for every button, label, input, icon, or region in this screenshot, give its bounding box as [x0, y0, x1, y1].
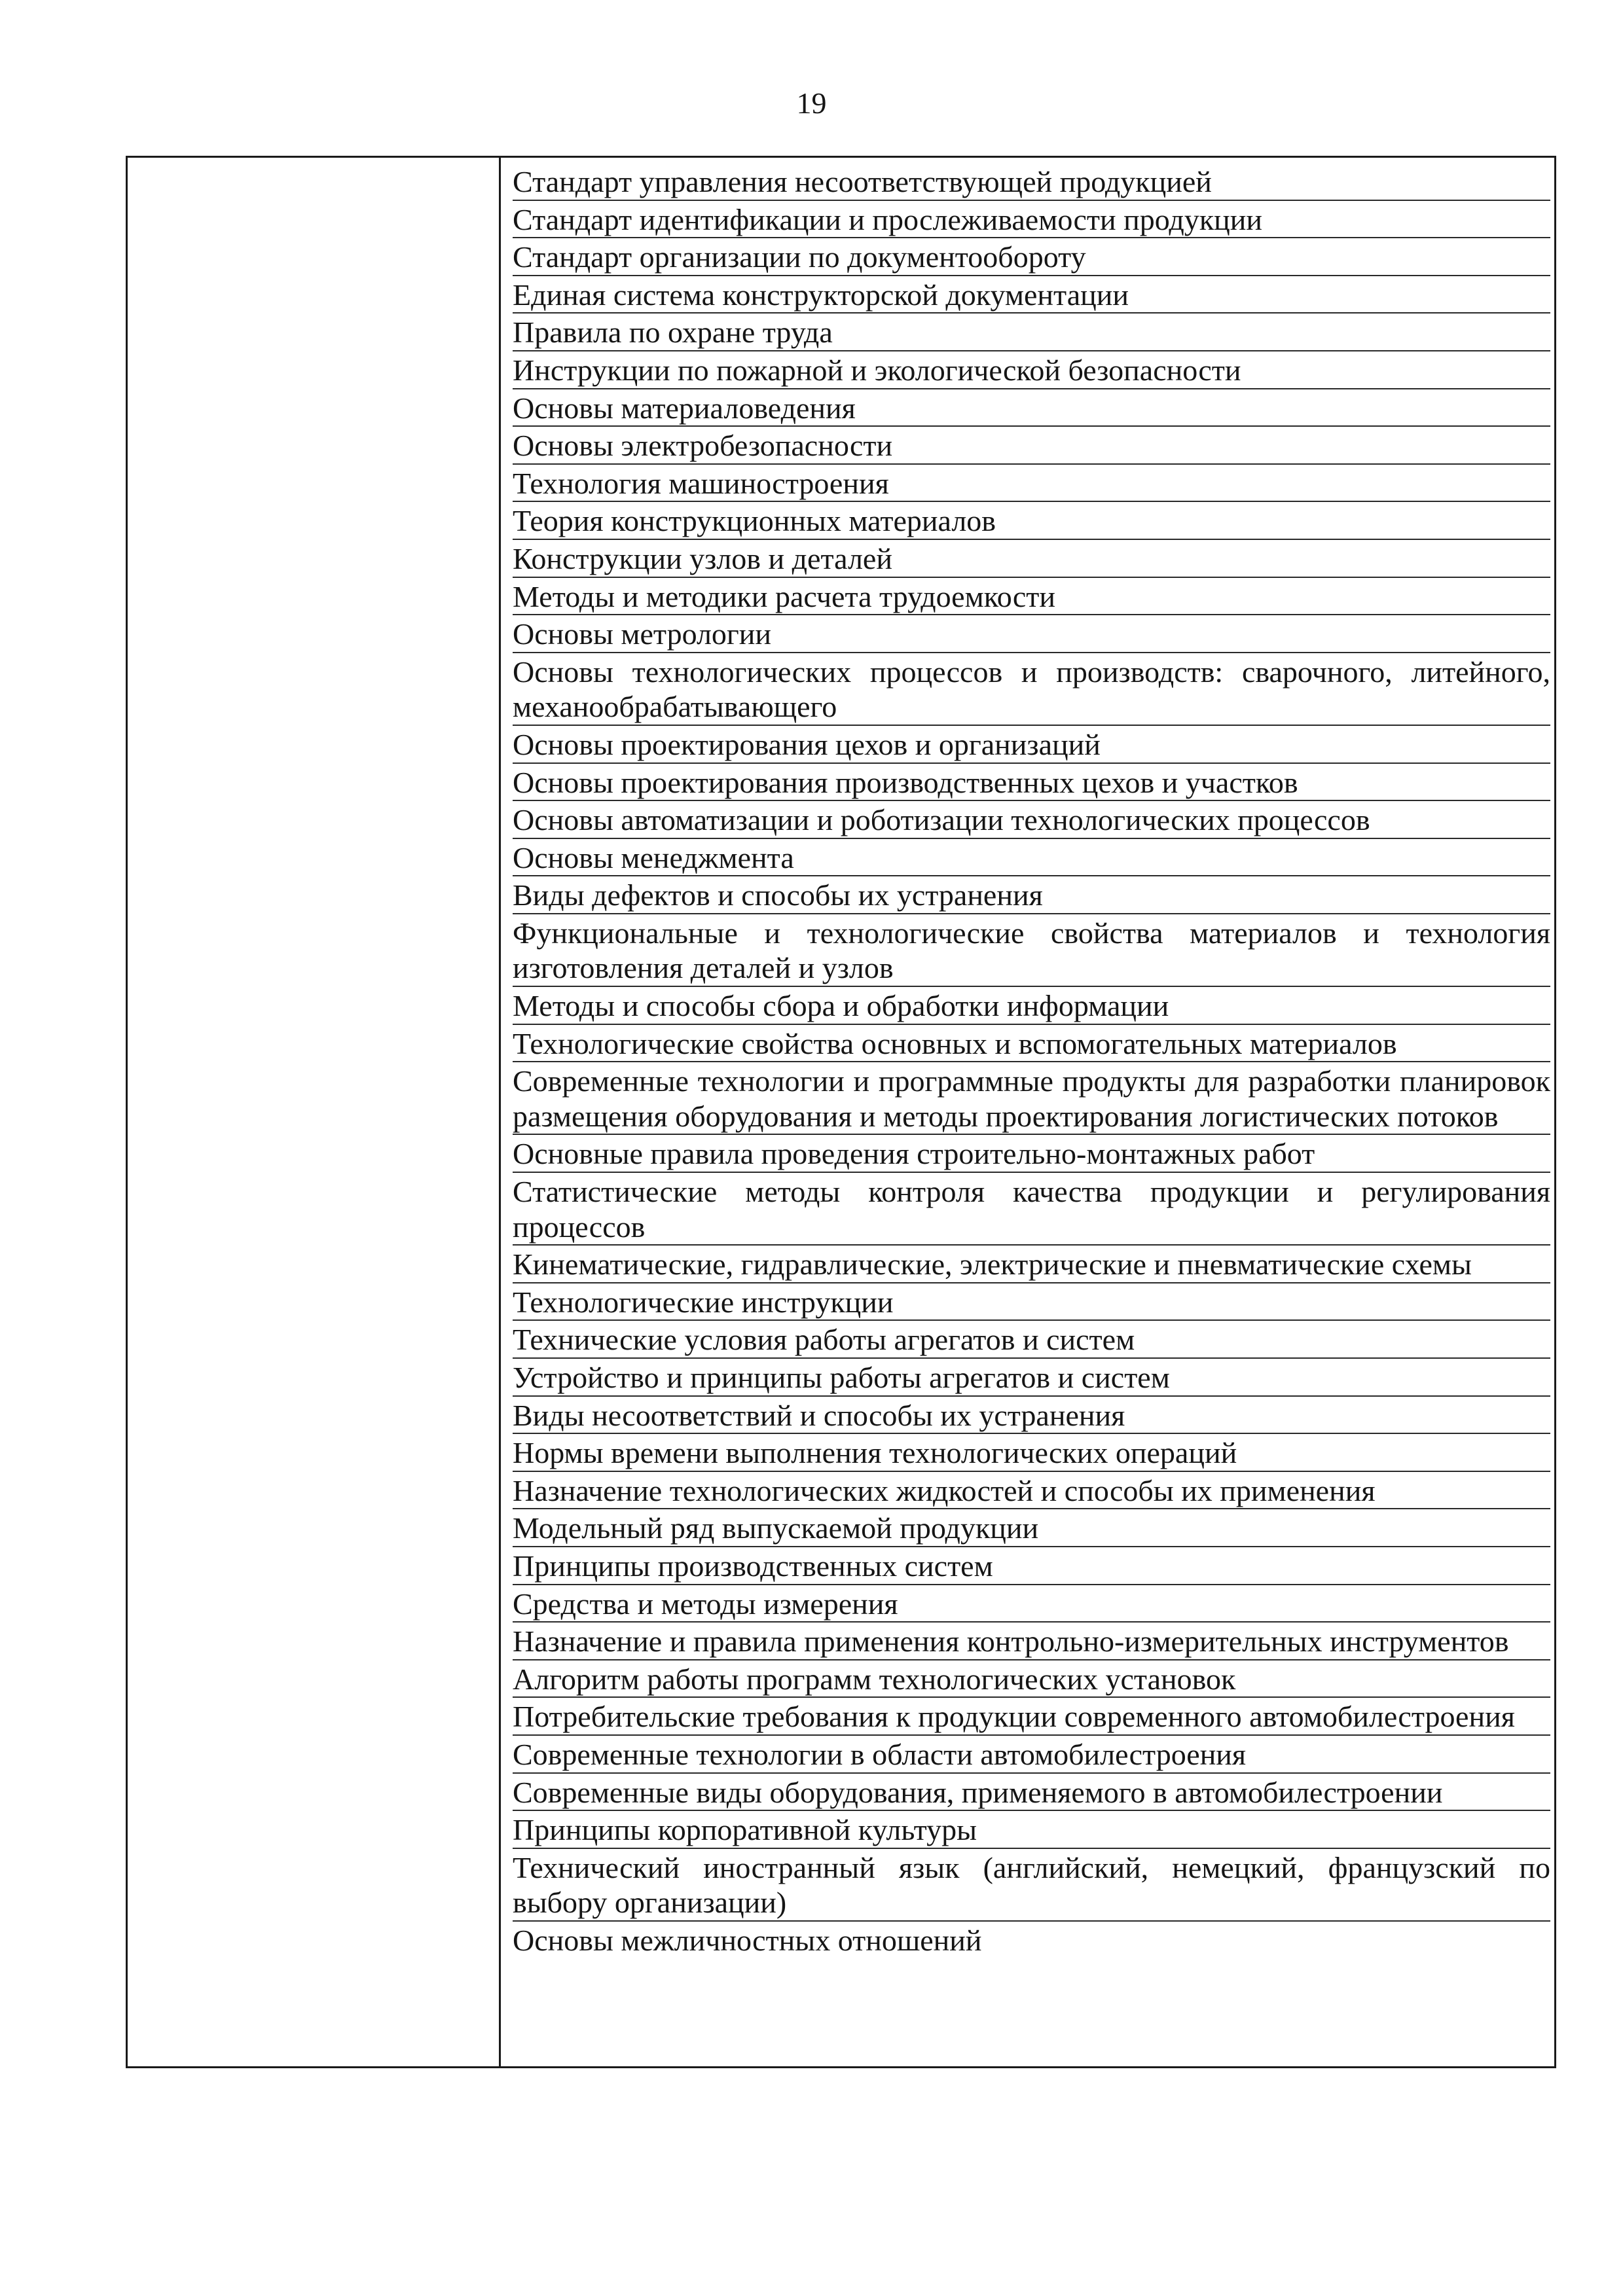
list-item: Основы электробезопасности: [513, 427, 1550, 465]
list-item: Статистические методы контроля качества продукции и регулирования процессов: [513, 1173, 1550, 1246]
list-item: Модельный ряд выпускаемой продукции: [513, 1509, 1550, 1547]
list-item: Средства и методы измерения: [513, 1585, 1550, 1623]
list-item: Правила по охране труда: [513, 314, 1550, 351]
list-item: Методы и способы сбора и обработки информации: [513, 987, 1550, 1025]
list-item: Технологические инструкции: [513, 1283, 1550, 1321]
list-item: Современные технологии в области автомобилестроения: [513, 1736, 1550, 1774]
list-item: Назначение технологических жидкостей и способы их применения: [513, 1472, 1550, 1510]
list-item: Принципы производственных систем: [513, 1547, 1550, 1585]
knowledge-table: [126, 156, 1556, 2068]
list-item: Основы межличностных отношений: [513, 1923, 982, 1957]
list-item: Технические условия работы агрегатов и систем: [513, 1321, 1550, 1359]
list-item: Нормы времени выполнения технологических операций: [513, 1434, 1550, 1472]
list-item: Алгоритм работы программ технологических установок: [513, 1660, 1550, 1698]
list-item: Кинематические, гидравлические, электрические и пневматические схемы: [513, 1246, 1550, 1283]
list-item: Виды несоответствий и способы их устранения: [513, 1397, 1550, 1435]
list-item: Основы проектирования производственных цехов и участков: [513, 764, 1550, 802]
list-item: Устройство и принципы работы агрегатов и систем: [513, 1359, 1550, 1397]
list-item: Основы менеджмента: [513, 839, 1550, 877]
right-column-cell: [501, 158, 1554, 2066]
list-item: Единая система конструкторской документации: [513, 276, 1550, 314]
list-item: Основные правила проведения строительно-монтажных работ: [513, 1135, 1550, 1173]
list-item: Основы материаловедения: [513, 389, 1550, 427]
list-item: Основы проектирования цехов и организаций: [513, 726, 1550, 764]
list-item: Методы и методики расчета трудоемкости: [513, 578, 1550, 616]
list-item: Технологические свойства основных и вспомогательных материалов: [513, 1025, 1550, 1063]
list-item: Конструкции узлов и деталей: [513, 540, 1550, 578]
list-item: Виды дефектов и способы их устранения: [513, 876, 1550, 914]
list-item: Стандарт управления несоответствующей продукцией: [513, 163, 1550, 201]
list-item: Функциональные и технологические свойства материалов и технология изготовления деталей и узлов: [513, 914, 1550, 987]
list-item: Технический иностранный язык (английский, немецкий, французский по выбору организации): [513, 1849, 1550, 1922]
list-item: Основы автоматизации и роботизации технологических процессов: [513, 801, 1550, 839]
list-item: Современные технологии и программные продукты для разработки планировок размещения оборудования и методы проектирования логистических потоков: [513, 1062, 1550, 1135]
page-number: 19: [796, 86, 827, 120]
list-item: Технология машиностроения: [513, 465, 1550, 503]
list-item: Современные виды оборудования, применяемого в автомобилестроении: [513, 1774, 1550, 1812]
list-item: Основы технологических процессов и производств: сварочного, литейного, механообрабатывающего: [513, 653, 1550, 726]
list-item: Потребительские требования к продукции современного автомобилестроения: [513, 1698, 1550, 1736]
list-item: Основы метрологии: [513, 615, 1550, 653]
left-column-cell: [128, 158, 501, 2066]
list-item: Теория конструкционных материалов: [513, 502, 1550, 540]
list-item: Инструкции по пожарной и экологической безопасности: [513, 351, 1550, 389]
list-item: Стандарт организации по документообороту: [513, 238, 1550, 276]
list-item: Принципы корпоративной культуры: [513, 1811, 1550, 1849]
list-item: Назначение и правила применения контрольно-измерительных инструментов: [513, 1623, 1550, 1660]
list-item: Стандарт идентификации и прослеживаемости продукции: [513, 201, 1550, 239]
